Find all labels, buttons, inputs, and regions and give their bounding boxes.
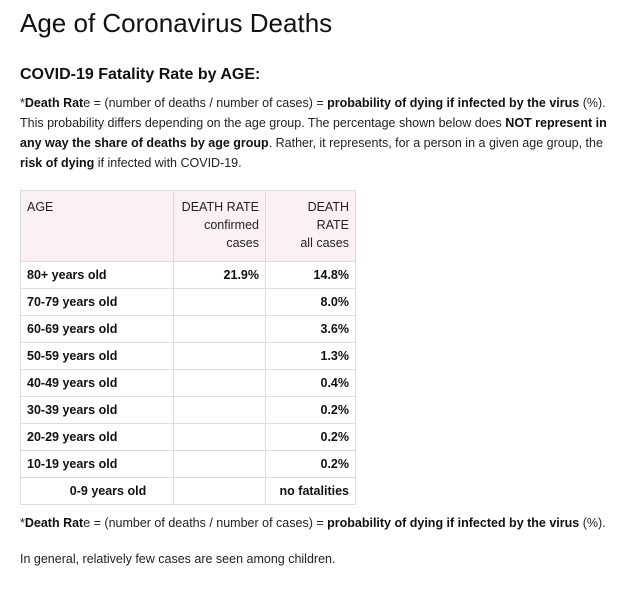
- confirmed-rate-cell: [174, 451, 266, 478]
- age-cell: 80+ years old: [21, 262, 174, 289]
- confirmed-rate-cell: [174, 370, 266, 397]
- confirmed-rate-cell: 21.9%: [174, 262, 266, 289]
- age-cell: 60-69 years old: [21, 316, 174, 343]
- header-confirmed-line2: confirmed: [204, 218, 259, 232]
- footnote-bold-1: probability of dying if infected by the virus: [327, 516, 580, 530]
- header-death-rate-confirmed: [174, 191, 266, 262]
- header-all-line2: all cases: [300, 236, 349, 250]
- header-death-rate-all: [266, 191, 356, 262]
- all-rate-cell: no fatalities: [266, 478, 356, 505]
- all-rate-cell: 0.4%: [266, 370, 356, 397]
- fatality-rate-table: [20, 190, 356, 505]
- table-row: [21, 343, 356, 370]
- age-cell: 50-59 years old: [21, 343, 174, 370]
- footnote-paragraph: [20, 513, 625, 533]
- age-cell: 20-29 years old: [21, 424, 174, 451]
- all-rate-cell: 3.6%: [266, 316, 356, 343]
- all-rate-cell: 14.8%: [266, 262, 356, 289]
- intro-star: *: [20, 96, 25, 110]
- intro-term-tail: e: [83, 96, 91, 110]
- intro-text-1: = (number of deaths / number of cases) =: [90, 96, 328, 110]
- intro-bold-2: NOT represent in any way the share of deaths by age group: [20, 116, 607, 150]
- table-row: [21, 370, 356, 397]
- section-subtitle: COVID-19 Fatality Rate by AGE:: [20, 66, 261, 83]
- table-row: [21, 397, 356, 424]
- footnote-text-1: = (number of deaths / number of cases) =: [90, 516, 328, 530]
- confirmed-rate-cell: [174, 316, 266, 343]
- all-rate-cell: 0.2%: [266, 424, 356, 451]
- confirmed-rate-cell: [174, 478, 266, 505]
- table-row: [21, 478, 356, 505]
- age-cell: 70-79 years old: [21, 289, 174, 316]
- confirmed-rate-cell: [174, 424, 266, 451]
- intro-text-4: if infected with COVID-19.: [94, 156, 242, 170]
- footnote-term-tail: e: [83, 516, 91, 530]
- header-confirmed-line3: cases: [226, 236, 259, 250]
- table-row: [21, 316, 356, 343]
- age-cell: 40-49 years old: [21, 370, 174, 397]
- all-rate-cell: 0.2%: [266, 397, 356, 424]
- intro-paragraph: [20, 93, 625, 173]
- closing-paragraph: In general, relatively few cases are seen among children.: [20, 552, 336, 566]
- confirmed-rate-cell: [174, 289, 266, 316]
- footnote-text-2: (%).: [579, 516, 606, 530]
- table-row: [21, 451, 356, 478]
- header-confirmed-line1: DEATH RATE: [181, 200, 259, 214]
- table-row: [21, 289, 356, 316]
- header-all-line1: DEATH RATE: [307, 200, 349, 232]
- page-title: Age of Coronavirus Deaths: [20, 8, 333, 38]
- intro-bold-3: risk of dying: [20, 156, 95, 170]
- all-rate-cell: 0.2%: [266, 451, 356, 478]
- age-cell: 30-39 years old: [21, 397, 174, 424]
- intro-bold-1: probability of dying if infected by the virus: [327, 96, 580, 110]
- table-row: [21, 424, 356, 451]
- table-row: [21, 262, 356, 289]
- footnote-term: Death Rat: [24, 516, 84, 530]
- confirmed-rate-cell: [174, 343, 266, 370]
- footnote-star: *: [20, 516, 25, 530]
- confirmed-rate-cell: [174, 397, 266, 424]
- age-cell: 10-19 years old: [21, 451, 174, 478]
- intro-term: Death Rat: [24, 96, 84, 110]
- header-age: AGE: [21, 191, 174, 262]
- intro-text-3: . Rather, it represents, for a person in a given age group, the: [268, 136, 603, 150]
- age-cell: 0-9 years old: [21, 478, 174, 505]
- table-header-row: [21, 191, 356, 262]
- all-rate-cell: 1.3%: [266, 343, 356, 370]
- all-rate-cell: 8.0%: [266, 289, 356, 316]
- intro-text-2: (%). This probability differs depending on the age group. The percentage shown below does: [20, 96, 606, 130]
